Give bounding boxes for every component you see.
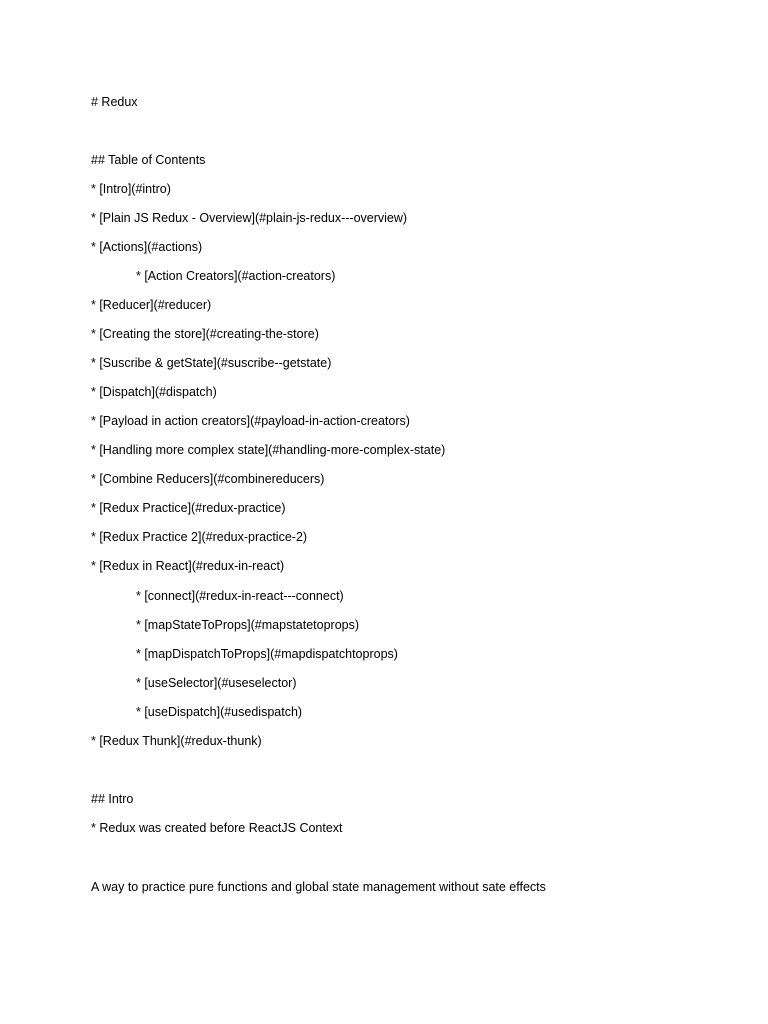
toc-item-redux-practice: * [Redux Practice](#redux-practice) bbox=[91, 501, 286, 515]
toc-item-action-creators: * [Action Creators](#action-creators) bbox=[136, 269, 336, 283]
toc-item-mapdispatchtoprops: * [mapDispatchToProps](#mapdispatchtoprops) bbox=[136, 647, 398, 661]
toc-heading: ## Table of Contents bbox=[91, 153, 206, 167]
toc-item-dispatch: * [Dispatch](#dispatch) bbox=[91, 385, 217, 399]
toc-item-combine-reducers: * [Combine Reducers](#combinereducers) bbox=[91, 472, 325, 486]
toc-item-redux-thunk: * [Redux Thunk](#redux-thunk) bbox=[91, 734, 262, 748]
toc-item-reducer: * [Reducer](#reducer) bbox=[91, 298, 212, 312]
toc-item-redux-in-react: * [Redux in React](#redux-in-react) bbox=[91, 559, 285, 573]
toc-item-payload: * [Payload in action creators](#payload-in-action-creators) bbox=[91, 414, 410, 428]
toc-item-connect: * [connect](#redux-in-react---connect) bbox=[136, 589, 344, 603]
document-title: # Redux bbox=[91, 95, 138, 109]
toc-item-creating-store: * [Creating the store](#creating-the-store) bbox=[91, 327, 319, 341]
intro-bullet: * Redux was created before ReactJS Context bbox=[91, 821, 343, 835]
toc-item-actions: * [Actions](#actions) bbox=[91, 240, 203, 254]
intro-paragraph: A way to practice pure functions and global state management without sate effects bbox=[91, 880, 546, 894]
toc-item-usedispatch: * [useDispatch](#usedispatch) bbox=[136, 705, 303, 719]
toc-item-suscribe-getstate: * [Suscribe & getState](#suscribe--getstate) bbox=[91, 356, 332, 370]
toc-item-redux-practice-2: * [Redux Practice 2](#redux-practice-2) bbox=[91, 530, 308, 544]
toc-item-intro: * [Intro](#intro) bbox=[91, 182, 171, 196]
intro-heading: ## Intro bbox=[91, 792, 134, 806]
toc-item-complex-state: * [Handling more complex state](#handling-more-complex-state) bbox=[91, 443, 446, 457]
toc-item-useselector: * [useSelector](#useselector) bbox=[136, 676, 297, 690]
toc-item-mapstatetoprops: * [mapStateToProps](#mapstatetoprops) bbox=[136, 618, 360, 632]
toc-item-plain-js-redux: * [Plain JS Redux - Overview](#plain-js-redux---overview) bbox=[91, 211, 408, 225]
